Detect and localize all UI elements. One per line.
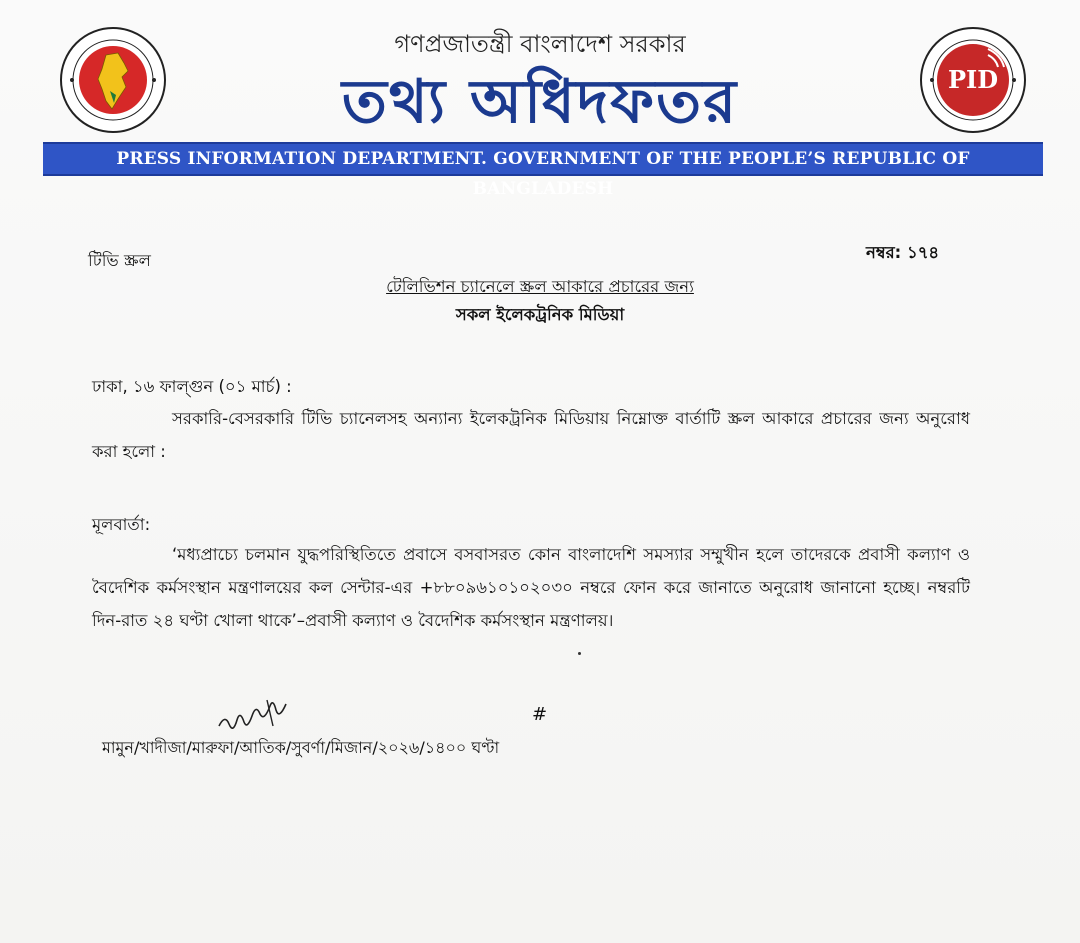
request-paragraph: সরকারি-বেসরকারি টিভি চ্যানেলসহ অন্যান্য ইলেকট্রনিক মিডিয়ায় নিম্নোক্ত বার্তাটি স্ক্রল আকারে প্রচারের জন্য অনুরোধ করা হলো :	[92, 409, 970, 461]
department-name-bengali: তথ্য অধিদফতর	[341, 67, 739, 137]
department-banner: PRESS INFORMATION DEPARTMENT. GOVERNMENT OF THE PEOPLE’S REPUBLIC OF BANGLADESH	[43, 142, 1043, 176]
pid-logo-text: PID	[947, 65, 999, 94]
dateline: ঢাকা, ১৬ ফাল্গুন (০১ মার্চ) :	[92, 377, 292, 396]
notice-audience: সকল ইলেকট্রনিক মিডিয়া	[455, 305, 625, 324]
stray-mark	[578, 652, 581, 655]
notice-subject: টেলিভিশন চ্যানেলে স্ক্রল আকারে প্রচারের জন্য	[386, 277, 694, 296]
main-message-label: মূলবার্তা:	[92, 515, 151, 534]
end-mark: #	[532, 704, 548, 725]
government-line: গণপ্রজাতন্ত্রী বাংলাদেশ সরকার	[394, 30, 686, 58]
main-message: ‘মধ্যপ্রাচ্যে চলমান যুদ্ধপরিস্থিতিতে প্রবাসে বসবাসরত কোন বাংলাদেশি সমস্যার সম্মুখীন হলে তাদেরকে প্রবাসী কল্যাণ ও বৈদেশিক কর্মসংস্থান মন্ত্রণালয়ের কল সেন্টার-এর +৮৮০৯৬১০১০২০৩০ নম্বরে ফোন করে জানাতে অনুরোধ জানানো হচ্ছে। নম্বরটি দিন-রাত ২৪ ঘণ্টা খোলা থাকে’–প্রবাসী কল্যাণ ও বৈদেশিক কর্মসংস্থান মন্ত্রণালয়।	[92, 545, 970, 630]
notice-category: টিভি স্ক্রল	[88, 251, 151, 270]
notice-number: নম্বর: ১৭৪	[866, 243, 940, 262]
initials-line: মামুন/খাদীজা/মারুফা/আতিক/সুবর্ণা/মিজান/২০২৬/১৪০০ ঘণ্টা	[102, 738, 500, 757]
